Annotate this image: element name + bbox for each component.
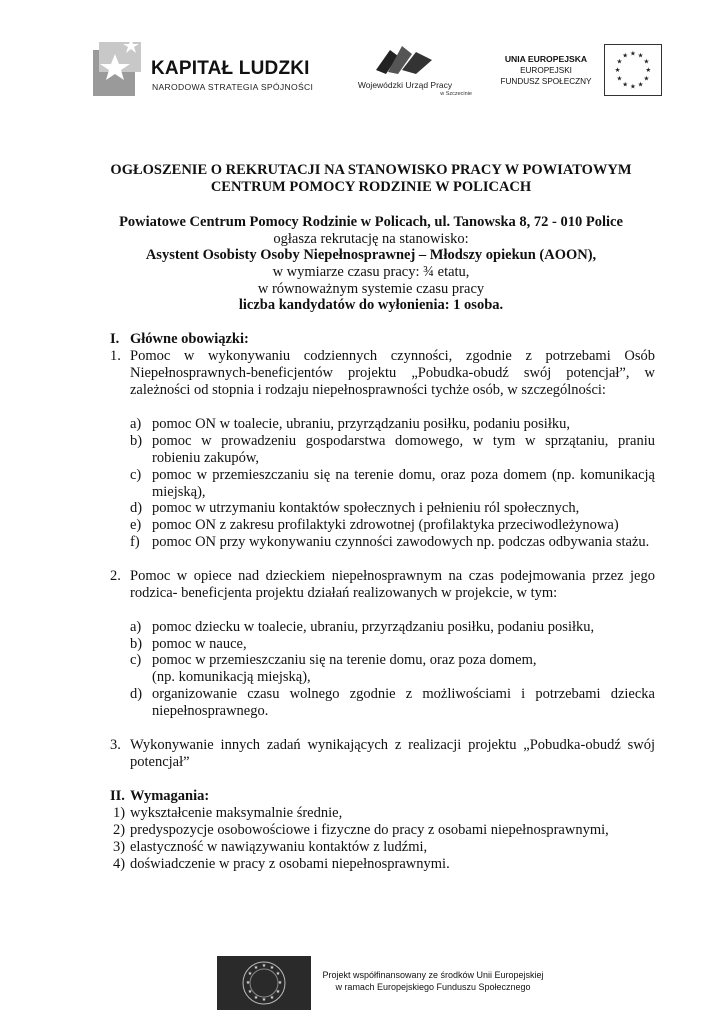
eu-line2: EUROPEJSKI: [520, 66, 572, 75]
duty1-b-letter: b): [130, 433, 143, 449]
duty3-line2: potencjał”: [130, 754, 190, 770]
eu-line1: UNIA EUROPEJSKA: [504, 54, 588, 64]
duty1-f-text: pomoc ON przy wykonywaniu czynności zawodowych np. podczas odbywania stażu.: [152, 534, 650, 550]
eu-footer-circle-icon: [217, 956, 311, 1010]
section1-numeral: I.: [110, 331, 120, 347]
duty1-line1: Pomoc w wykonywaniu codziennych czynności, zgodnie z potrzebami Osób: [130, 348, 655, 364]
svg-text:★: ★: [253, 966, 259, 971]
announces-text: ogłasza rekrutację na stanowisko:: [273, 231, 469, 247]
svg-text:★: ★: [253, 996, 259, 1001]
duty3-line1: Wykonywanie innych zadań wynikających z realizacji projektu „Pobudka-obudź swój: [130, 737, 655, 753]
announcement-title-line1: OGŁOSZENIE O REKRUTACJI NA STANOWISKO PRACY W POWIATOWYM: [110, 162, 632, 178]
candidates-count: liczba kandydatów do wyłonienia: 1 osoba.: [238, 297, 504, 313]
duty2-c-text-cont: (np. komunikacją miejską),: [152, 669, 311, 685]
svg-text:★: ★: [629, 50, 637, 58]
svg-text:★: ★: [269, 996, 275, 1001]
svg-text:★: ★: [614, 66, 621, 74]
footer-cofinancing-line1: Projekt współfinansowany ze środków Unii Europejskiej: [322, 970, 544, 980]
duty2-d-text: organizowanie czasu wolnego zgodnie z możliwościami i potrzebami dziecka: [152, 686, 655, 702]
requirement4-number: 4): [113, 856, 126, 872]
duty1-b-text-cont: robieniu zakupów,: [152, 450, 259, 466]
duty1-line2: Niepełnosprawnych-beneficjentów projektu „Pobudka-obudź swój potencjał”, w: [130, 365, 655, 381]
svg-text:★: ★: [637, 81, 644, 89]
duty2-d-letter: d): [130, 686, 143, 702]
requirement2-text: predyspozycje osobowościowe i fizyczne do pracy z osobami niepełnosprawnymi,: [130, 822, 609, 838]
requirement2-number: 2): [113, 822, 126, 838]
svg-text:★: ★: [247, 972, 253, 977]
kapital-ludzki-star-icon: [93, 36, 143, 98]
duty1-line3: zależności od stopnia i rodzaju niepełnosprawności tychże osób, w szczególności:: [130, 382, 606, 398]
svg-text:★: ★: [261, 964, 267, 969]
duty1-d-letter: d): [130, 500, 143, 516]
duty1-c-text: pomoc w przemieszczaniu się na terenie domu, oraz poza domem (np. komunikacją: [152, 467, 655, 483]
svg-text:★: ★: [622, 81, 629, 89]
duty2-b-letter: b): [130, 636, 143, 652]
svg-text:★: ★: [277, 981, 283, 986]
svg-text:★: ★: [247, 990, 253, 995]
duty1-e-text: pomoc ON z zakresu profilaktyki zdrowotnej (profilaktyka przeciwodleżynowa): [152, 517, 619, 533]
duty2-d-text-cont: niepełnosprawnego.: [152, 703, 269, 719]
svg-text:★: ★: [275, 990, 281, 995]
requirement1-number: 1): [113, 805, 126, 821]
svg-text:★: ★: [261, 998, 267, 1003]
duty2-line1: Pomoc w opiece nad dzieckiem niepełnosprawnym na czas podejmowania przez jego: [130, 568, 655, 584]
svg-text:★: ★: [245, 981, 251, 986]
wup-subtitle: w Szczecinie: [440, 91, 472, 97]
footer-cofinancing-line2: w ramach Europejskiego Funduszu Społecznego: [335, 982, 531, 992]
kapital-ludzki-title: KAPITAŁ LUDZKI: [151, 58, 310, 79]
svg-text:★: ★: [643, 75, 650, 83]
duty2-number: 2.: [110, 568, 121, 584]
wup-title: Wojewódzki Urząd Pracy: [357, 80, 453, 90]
svg-text:★: ★: [616, 58, 623, 66]
duty2-b-text: pomoc w nauce,: [152, 636, 247, 652]
duty2-c-letter: c): [130, 652, 142, 668]
requirement3-number: 3): [113, 839, 126, 855]
position-name: Asystent Osobisty Osoby Niepełnosprawnej – Młodszy opiekun (AOON),: [145, 247, 597, 263]
svg-text:★: ★: [629, 83, 637, 91]
duty3-number: 3.: [110, 737, 121, 753]
duty1-e-letter: e): [130, 517, 142, 533]
section1-heading: Główne obowiązki:: [130, 331, 249, 347]
duty1-c-letter: c): [130, 467, 142, 483]
duty1-a-text: pomoc ON w toalecie, ubraniu, przyrządzaniu posiłku, podaniu posiłku,: [152, 416, 570, 432]
duty1-b-text: pomoc w prowadzeniu gospodarstwa domowego, w tym w sprzątaniu, praniu: [152, 433, 655, 449]
wup-emblem-icon: [372, 42, 436, 76]
wup-logo: [350, 42, 472, 98]
svg-text:★: ★: [643, 58, 650, 66]
duty2-a-letter: a): [130, 619, 142, 635]
organization-address: Powiatowe Centrum Pomocy Rodzinie w Policach, ul. Tanowska 8, 72 - 010 Police: [119, 214, 623, 230]
duty2-a-text: pomoc dziecku w toalecie, ubraniu, przyrządzaniu posiłku, podaniu posiłku,: [152, 619, 595, 635]
svg-text:★: ★: [269, 966, 275, 971]
svg-text:★: ★: [645, 66, 652, 74]
eu-logo: [490, 44, 672, 100]
eu-line3: FUNDUSZ SPOŁECZNY: [500, 77, 592, 86]
requirement4-text: doświadczenie w pracy z osobami niepełnosprawnymi.: [130, 856, 450, 872]
eu-flag-icon: [604, 44, 662, 96]
duty2-c-text: pomoc w przemieszczaniu się na terenie domu, oraz poza domem,: [152, 652, 537, 668]
kapital-ludzki-subtitle: NARODOWA STRATEGIA SPÓJNOŚCI: [152, 82, 314, 92]
requirement3-text: elastyczność w nawiązywaniu kontaktów z ludźmi,: [130, 839, 428, 855]
duty2-line2: rodzica- beneficjenta projektu działań realizowanych w projekcie, w tym:: [130, 585, 558, 601]
svg-text:★: ★: [637, 52, 644, 60]
duty1-d-text: pomoc w utrzymaniu kontaktów społecznych i pełnieniu ról społecznych,: [152, 500, 580, 516]
eu-footer-emblem: [217, 956, 311, 1010]
working-system: w równoważnym systemie czasu pracy: [257, 281, 485, 297]
duty1-a-letter: a): [130, 416, 142, 432]
kapital-ludzki-logo: [93, 36, 333, 100]
svg-text:★: ★: [616, 75, 623, 83]
duty1-number: 1.: [110, 348, 121, 364]
svg-text:★: ★: [275, 972, 281, 977]
section2-heading: Wymagania:: [130, 788, 210, 804]
announcement-title-line2: CENTRUM POMOCY RODZINIE W POLICACH: [210, 179, 532, 195]
working-time: w wymiarze czasu pracy: ¾ etatu,: [272, 264, 470, 280]
requirement1-text: wykształcenie maksymalnie średnie,: [130, 805, 343, 821]
svg-text:★: ★: [622, 52, 629, 60]
section2-numeral: II.: [110, 788, 125, 804]
duty1-c-text-cont: miejską),: [152, 484, 206, 500]
duty1-f-letter: f): [130, 534, 140, 550]
